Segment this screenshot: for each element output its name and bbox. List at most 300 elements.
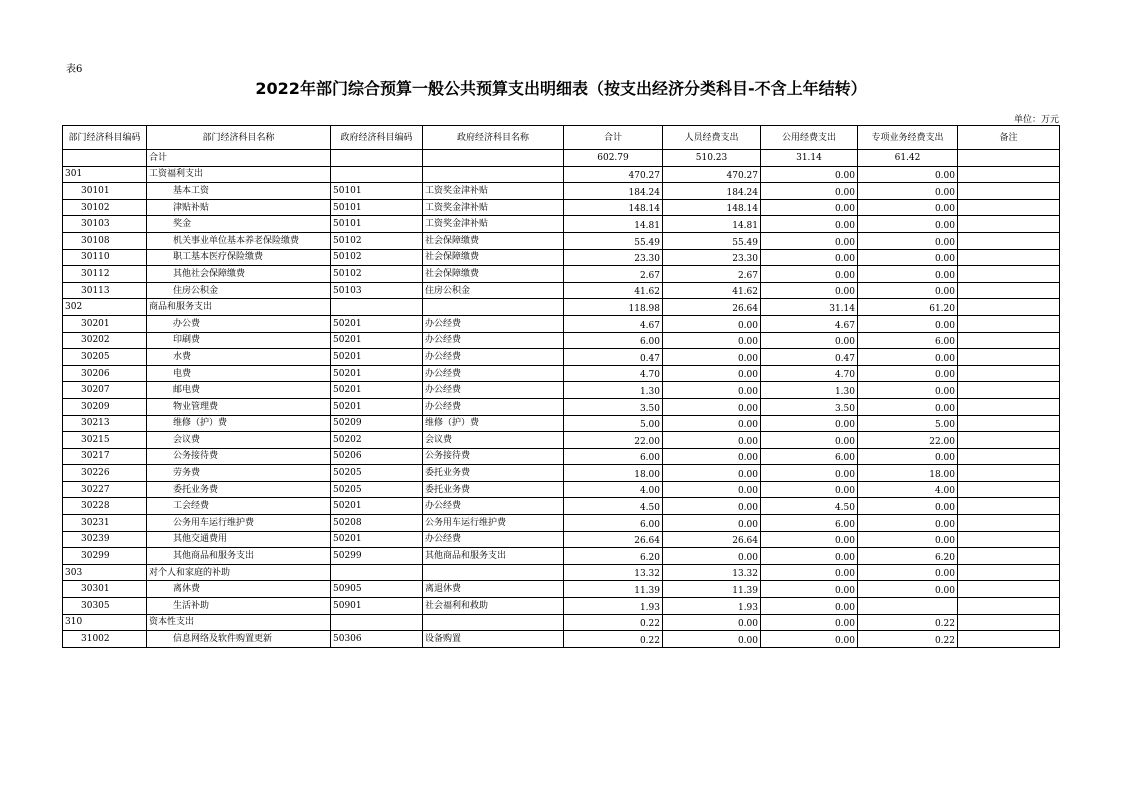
cell-gov-name: 办公经费 xyxy=(423,349,564,366)
cell-gov-code: 50103 xyxy=(331,282,423,299)
cell-dept-code: 303 xyxy=(63,564,147,581)
cell-dept-name: 工会经费 xyxy=(147,498,331,515)
table-row xyxy=(63,282,1060,299)
cell-personnel: 0.00 xyxy=(663,481,761,498)
cell-special: 61.42 xyxy=(858,150,958,167)
col-header-note: 备注 xyxy=(958,126,1060,150)
cell-dept-name: 生活补助 xyxy=(147,598,331,615)
cell-note xyxy=(958,481,1060,498)
cell-personnel: 23.30 xyxy=(663,249,761,266)
cell-total: 0.47 xyxy=(564,349,663,366)
cell-gov-name: 办公经费 xyxy=(423,365,564,382)
cell-gov-code: 50201 xyxy=(331,531,423,548)
cell-dept-code: 30299 xyxy=(63,548,147,565)
budget-table xyxy=(62,125,1060,648)
cell-gov-name: 办公经费 xyxy=(423,531,564,548)
cell-total: 26.64 xyxy=(564,531,663,548)
cell-public: 0.00 xyxy=(761,199,858,216)
cell-personnel: 41.62 xyxy=(663,282,761,299)
cell-dept-name: 印刷费 xyxy=(147,332,331,349)
cell-public: 0.00 xyxy=(761,548,858,565)
cell-special: 0.00 xyxy=(858,564,958,581)
cell-dept-code: 30231 xyxy=(63,515,147,532)
cell-personnel: 13.32 xyxy=(663,564,761,581)
table-row xyxy=(63,465,1060,482)
cell-public: 4.67 xyxy=(761,315,858,332)
table-row xyxy=(63,581,1060,598)
cell-gov-code: 50201 xyxy=(331,332,423,349)
cell-dept-name: 电费 xyxy=(147,365,331,382)
cell-note xyxy=(958,332,1060,349)
cell-gov-name: 社会保障缴费 xyxy=(423,232,564,249)
cell-total: 18.00 xyxy=(564,465,663,482)
cell-total: 0.22 xyxy=(564,631,663,648)
cell-gov-code xyxy=(331,166,423,183)
table-row xyxy=(63,398,1060,415)
cell-dept-name: 水费 xyxy=(147,349,331,366)
cell-gov-code: 50205 xyxy=(331,481,423,498)
table-row xyxy=(63,199,1060,216)
cell-public: 0.00 xyxy=(761,216,858,233)
category-row xyxy=(63,614,1060,631)
cell-note xyxy=(958,365,1060,382)
cell-personnel: 184.24 xyxy=(663,183,761,200)
cell-dept-name: 职工基本医疗保险缴费 xyxy=(147,249,331,266)
table-row xyxy=(63,481,1060,498)
cell-gov-code: 50201 xyxy=(331,382,423,399)
cell-note xyxy=(958,548,1060,565)
cell-special: 0.00 xyxy=(858,315,958,332)
cell-note xyxy=(958,166,1060,183)
col-header-gov-name: 政府经济科目名称 xyxy=(423,126,564,150)
cell-public: 0.00 xyxy=(761,249,858,266)
cell-note xyxy=(958,498,1060,515)
cell-dept-name: 物业管理费 xyxy=(147,398,331,415)
cell-note xyxy=(958,415,1060,432)
cell-total: 22.00 xyxy=(564,432,663,449)
table-row xyxy=(63,498,1060,515)
col-header-gov-code: 政府经济科目编码 xyxy=(331,126,423,150)
cell-special: 0.00 xyxy=(858,216,958,233)
cell-personnel: 0.00 xyxy=(663,382,761,399)
cell-dept-code: 30215 xyxy=(63,432,147,449)
cell-total: 6.00 xyxy=(564,448,663,465)
cell-total: 1.30 xyxy=(564,382,663,399)
cell-total: 23.30 xyxy=(564,249,663,266)
cell-personnel: 0.00 xyxy=(663,398,761,415)
table-row xyxy=(63,598,1060,615)
cell-dept-name: 公务用车运行维护费 xyxy=(147,515,331,532)
cell-total: 11.39 xyxy=(564,581,663,598)
cell-gov-code: 50202 xyxy=(331,432,423,449)
cell-gov-name: 社会保障缴费 xyxy=(423,249,564,266)
cell-dept-code: 30201 xyxy=(63,315,147,332)
table-row xyxy=(63,349,1060,366)
cell-public: 0.00 xyxy=(761,183,858,200)
cell-dept-name: 工资福利支出 xyxy=(147,166,331,183)
cell-gov-name: 工资奖金津补贴 xyxy=(423,183,564,200)
cell-dept-name: 对个人和家庭的补助 xyxy=(147,564,331,581)
cell-gov-code: 50201 xyxy=(331,398,423,415)
cell-gov-code: 50306 xyxy=(331,631,423,648)
cell-dept-code: 30305 xyxy=(63,598,147,615)
cell-dept-code: 30103 xyxy=(63,216,147,233)
cell-dept-code: 30206 xyxy=(63,365,147,382)
cell-public: 4.70 xyxy=(761,365,858,382)
cell-gov-name xyxy=(423,299,564,316)
cell-gov-code xyxy=(331,564,423,581)
cell-public: 0.00 xyxy=(761,465,858,482)
cell-gov-name: 住房公积金 xyxy=(423,282,564,299)
cell-dept-name: 离休费 xyxy=(147,581,331,598)
table-body xyxy=(63,150,1060,648)
cell-note xyxy=(958,216,1060,233)
cell-note xyxy=(958,614,1060,631)
cell-note xyxy=(958,232,1060,249)
cell-total: 6.00 xyxy=(564,332,663,349)
cell-personnel: 0.00 xyxy=(663,498,761,515)
cell-personnel: 0.00 xyxy=(663,465,761,482)
cell-total: 184.24 xyxy=(564,183,663,200)
cell-gov-code xyxy=(331,614,423,631)
cell-dept-code: 30101 xyxy=(63,183,147,200)
cell-dept-name: 办公费 xyxy=(147,315,331,332)
cell-personnel: 2.67 xyxy=(663,266,761,283)
cell-dept-code xyxy=(63,150,147,167)
cell-special: 0.00 xyxy=(858,581,958,598)
cell-note xyxy=(958,432,1060,449)
cell-public: 31.14 xyxy=(761,150,858,167)
cell-gov-name: 维修（护）费 xyxy=(423,415,564,432)
cell-gov-code: 50905 xyxy=(331,581,423,598)
cell-gov-name: 工资奖金津补贴 xyxy=(423,216,564,233)
cell-total: 41.62 xyxy=(564,282,663,299)
cell-special: 0.00 xyxy=(858,382,958,399)
cell-note xyxy=(958,266,1060,283)
cell-dept-name: 邮电费 xyxy=(147,382,331,399)
table-row xyxy=(63,266,1060,283)
cell-gov-name: 工资奖金津补贴 xyxy=(423,199,564,216)
table-row xyxy=(63,448,1060,465)
cell-dept-code: 30207 xyxy=(63,382,147,399)
table-row xyxy=(63,548,1060,565)
cell-gov-name: 离退休费 xyxy=(423,581,564,598)
cell-gov-name: 办公经费 xyxy=(423,315,564,332)
cell-special: 0.00 xyxy=(858,266,958,283)
cell-gov-code: 50102 xyxy=(331,266,423,283)
cell-total: 13.32 xyxy=(564,564,663,581)
cell-gov-code: 50201 xyxy=(331,365,423,382)
cell-public: 0.47 xyxy=(761,349,858,366)
cell-dept-name: 商品和服务支出 xyxy=(147,299,331,316)
col-header-public: 公用经费支出 xyxy=(761,126,858,150)
table-header-row xyxy=(63,126,1060,150)
cell-dept-code: 30239 xyxy=(63,531,147,548)
table-row xyxy=(63,531,1060,548)
cell-gov-code: 50101 xyxy=(331,183,423,200)
cell-gov-code: 50201 xyxy=(331,315,423,332)
cell-dept-name: 维修（护）费 xyxy=(147,415,331,432)
cell-gov-code: 50102 xyxy=(331,249,423,266)
cell-dept-name: 津贴补贴 xyxy=(147,199,331,216)
cell-note xyxy=(958,249,1060,266)
category-row xyxy=(63,299,1060,316)
cell-total: 6.20 xyxy=(564,548,663,565)
cell-dept-code: 31002 xyxy=(63,631,147,648)
cell-total: 4.67 xyxy=(564,315,663,332)
cell-dept-code: 30213 xyxy=(63,415,147,432)
col-header-dept-name: 部门经济科目名称 xyxy=(147,126,331,150)
total-row xyxy=(63,150,1060,167)
cell-note xyxy=(958,448,1060,465)
cell-gov-code: 50102 xyxy=(331,232,423,249)
cell-personnel: 470.27 xyxy=(663,166,761,183)
cell-gov-code: 50205 xyxy=(331,465,423,482)
cell-total: 2.67 xyxy=(564,266,663,283)
cell-dept-code: 302 xyxy=(63,299,147,316)
category-row xyxy=(63,564,1060,581)
cell-dept-code: 301 xyxy=(63,166,147,183)
table-row xyxy=(63,249,1060,266)
cell-gov-name: 会议费 xyxy=(423,432,564,449)
cell-dept-name: 合计 xyxy=(147,150,331,167)
cell-note xyxy=(958,282,1060,299)
cell-special: 0.00 xyxy=(858,282,958,299)
cell-dept-name: 劳务费 xyxy=(147,465,331,482)
cell-personnel: 510.23 xyxy=(663,150,761,167)
cell-public: 0.00 xyxy=(761,266,858,283)
cell-dept-name: 公务接待费 xyxy=(147,448,331,465)
cell-personnel: 0.00 xyxy=(663,349,761,366)
cell-dept-code: 30112 xyxy=(63,266,147,283)
cell-gov-name: 委托业务费 xyxy=(423,465,564,482)
cell-dept-code: 30108 xyxy=(63,232,147,249)
cell-total: 118.98 xyxy=(564,299,663,316)
cell-personnel: 0.00 xyxy=(663,332,761,349)
table-row xyxy=(63,315,1060,332)
cell-gov-code: 50101 xyxy=(331,216,423,233)
cell-public: 1.30 xyxy=(761,382,858,399)
cell-special: 0.00 xyxy=(858,166,958,183)
cell-total: 4.70 xyxy=(564,365,663,382)
cell-public: 0.00 xyxy=(761,332,858,349)
cell-total: 3.50 xyxy=(564,398,663,415)
cell-personnel: 0.00 xyxy=(663,448,761,465)
cell-special: 0.00 xyxy=(858,199,958,216)
cell-gov-code: 50208 xyxy=(331,515,423,532)
cell-public: 0.00 xyxy=(761,232,858,249)
table-number: 表6 xyxy=(66,64,83,75)
cell-special: 0.00 xyxy=(858,349,958,366)
cell-total: 4.50 xyxy=(564,498,663,515)
cell-special: 0.00 xyxy=(858,498,958,515)
cell-total: 14.81 xyxy=(564,216,663,233)
cell-personnel: 14.81 xyxy=(663,216,761,233)
cell-public: 3.50 xyxy=(761,398,858,415)
cell-special: 0.00 xyxy=(858,365,958,382)
cell-special xyxy=(858,598,958,615)
cell-gov-code xyxy=(331,299,423,316)
cell-personnel: 0.00 xyxy=(663,432,761,449)
cell-gov-code: 50201 xyxy=(331,498,423,515)
cell-gov-name: 办公经费 xyxy=(423,332,564,349)
table-row xyxy=(63,382,1060,399)
cell-dept-code: 30227 xyxy=(63,481,147,498)
page-title: 2022年部门综合预算一般公共预算支出明细表（按支出经济分类科目-不含上年结转） xyxy=(255,79,867,98)
cell-public: 0.00 xyxy=(761,531,858,548)
cell-dept-code: 30301 xyxy=(63,581,147,598)
cell-note xyxy=(958,398,1060,415)
cell-dept-name: 其他商品和服务支出 xyxy=(147,548,331,565)
cell-special: 22.00 xyxy=(858,432,958,449)
cell-gov-name xyxy=(423,150,564,167)
cell-total: 1.93 xyxy=(564,598,663,615)
table-row xyxy=(63,432,1060,449)
cell-dept-code: 30228 xyxy=(63,498,147,515)
cell-personnel: 0.00 xyxy=(663,548,761,565)
cell-dept-code: 30113 xyxy=(63,282,147,299)
cell-special: 4.00 xyxy=(858,481,958,498)
cell-gov-name xyxy=(423,564,564,581)
cell-public: 6.00 xyxy=(761,448,858,465)
cell-public: 0.00 xyxy=(761,282,858,299)
cell-public: 0.00 xyxy=(761,614,858,631)
cell-dept-code: 30110 xyxy=(63,249,147,266)
cell-public: 0.00 xyxy=(761,481,858,498)
cell-note xyxy=(958,564,1060,581)
cell-dept-code: 30209 xyxy=(63,398,147,415)
cell-dept-name: 会议费 xyxy=(147,432,331,449)
cell-special: 0.22 xyxy=(858,631,958,648)
cell-personnel: 0.00 xyxy=(663,365,761,382)
cell-personnel: 0.00 xyxy=(663,614,761,631)
cell-public: 0.00 xyxy=(761,581,858,598)
table-row xyxy=(63,332,1060,349)
cell-personnel: 11.39 xyxy=(663,581,761,598)
cell-gov-name: 办公经费 xyxy=(423,398,564,415)
cell-dept-name: 其他交通费用 xyxy=(147,531,331,548)
table-row xyxy=(63,631,1060,648)
cell-personnel: 0.00 xyxy=(663,415,761,432)
category-row xyxy=(63,166,1060,183)
cell-dept-code: 30226 xyxy=(63,465,147,482)
cell-dept-code: 30202 xyxy=(63,332,147,349)
cell-dept-code: 30102 xyxy=(63,199,147,216)
col-header-total: 合计 xyxy=(564,126,663,150)
cell-gov-code: 50206 xyxy=(331,448,423,465)
table-row xyxy=(63,415,1060,432)
cell-gov-code xyxy=(331,150,423,167)
cell-note xyxy=(958,299,1060,316)
cell-special: 0.00 xyxy=(858,232,958,249)
cell-special: 0.00 xyxy=(858,531,958,548)
cell-note xyxy=(958,598,1060,615)
cell-total: 602.79 xyxy=(564,150,663,167)
cell-dept-name: 委托业务费 xyxy=(147,481,331,498)
cell-public: 0.00 xyxy=(761,631,858,648)
cell-gov-name: 其他商品和服务支出 xyxy=(423,548,564,565)
cell-total: 148.14 xyxy=(564,199,663,216)
col-header-personnel: 人员经费支出 xyxy=(663,126,761,150)
cell-total: 55.49 xyxy=(564,232,663,249)
cell-gov-code: 50101 xyxy=(331,199,423,216)
cell-gov-code: 50901 xyxy=(331,598,423,615)
cell-gov-code: 50201 xyxy=(331,349,423,366)
cell-gov-code: 50299 xyxy=(331,548,423,565)
cell-total: 5.00 xyxy=(564,415,663,432)
table-row xyxy=(63,216,1060,233)
cell-note xyxy=(958,581,1060,598)
cell-personnel: 26.64 xyxy=(663,299,761,316)
cell-note xyxy=(958,631,1060,648)
cell-note xyxy=(958,183,1060,200)
table-row xyxy=(63,232,1060,249)
cell-public: 0.00 xyxy=(761,564,858,581)
cell-note xyxy=(958,349,1060,366)
cell-public: 0.00 xyxy=(761,432,858,449)
cell-personnel: 0.00 xyxy=(663,631,761,648)
cell-total: 4.00 xyxy=(564,481,663,498)
col-header-special: 专项业务经费支出 xyxy=(858,126,958,150)
cell-special: 0.22 xyxy=(858,614,958,631)
cell-note xyxy=(958,315,1060,332)
table-row xyxy=(63,515,1060,532)
cell-gov-name: 设备购置 xyxy=(423,631,564,648)
cell-dept-code: 310 xyxy=(63,614,147,631)
cell-public: 0.00 xyxy=(761,166,858,183)
cell-note xyxy=(958,150,1060,167)
cell-gov-name: 公务接待费 xyxy=(423,448,564,465)
cell-total: 0.22 xyxy=(564,614,663,631)
cell-special: 0.00 xyxy=(858,183,958,200)
cell-special: 18.00 xyxy=(858,465,958,482)
cell-dept-name: 住房公积金 xyxy=(147,282,331,299)
cell-special: 0.00 xyxy=(858,398,958,415)
cell-special: 6.20 xyxy=(858,548,958,565)
cell-public: 31.14 xyxy=(761,299,858,316)
cell-dept-name: 信息网络及软件购置更新 xyxy=(147,631,331,648)
cell-personnel: 1.93 xyxy=(663,598,761,615)
cell-special: 6.00 xyxy=(858,332,958,349)
cell-special: 0.00 xyxy=(858,249,958,266)
cell-gov-name: 社会福利和救助 xyxy=(423,598,564,615)
cell-gov-name: 办公经费 xyxy=(423,498,564,515)
table-row xyxy=(63,183,1060,200)
cell-gov-name: 公务用车运行维护费 xyxy=(423,515,564,532)
cell-note xyxy=(958,199,1060,216)
cell-special: 0.00 xyxy=(858,515,958,532)
cell-special: 61.20 xyxy=(858,299,958,316)
cell-dept-code: 30205 xyxy=(63,349,147,366)
cell-gov-name: 委托业务费 xyxy=(423,481,564,498)
cell-dept-name: 资本性支出 xyxy=(147,614,331,631)
cell-public: 4.50 xyxy=(761,498,858,515)
cell-gov-name: 办公经费 xyxy=(423,382,564,399)
cell-public: 0.00 xyxy=(761,415,858,432)
cell-gov-code: 50209 xyxy=(331,415,423,432)
cell-personnel: 148.14 xyxy=(663,199,761,216)
cell-total: 470.27 xyxy=(564,166,663,183)
cell-dept-name: 其他社会保障缴费 xyxy=(147,266,331,283)
cell-personnel: 0.00 xyxy=(663,315,761,332)
cell-note xyxy=(958,382,1060,399)
cell-dept-code: 30217 xyxy=(63,448,147,465)
cell-public: 0.00 xyxy=(761,598,858,615)
cell-note xyxy=(958,531,1060,548)
cell-personnel: 0.00 xyxy=(663,515,761,532)
cell-dept-name: 奖金 xyxy=(147,216,331,233)
table-row xyxy=(63,365,1060,382)
